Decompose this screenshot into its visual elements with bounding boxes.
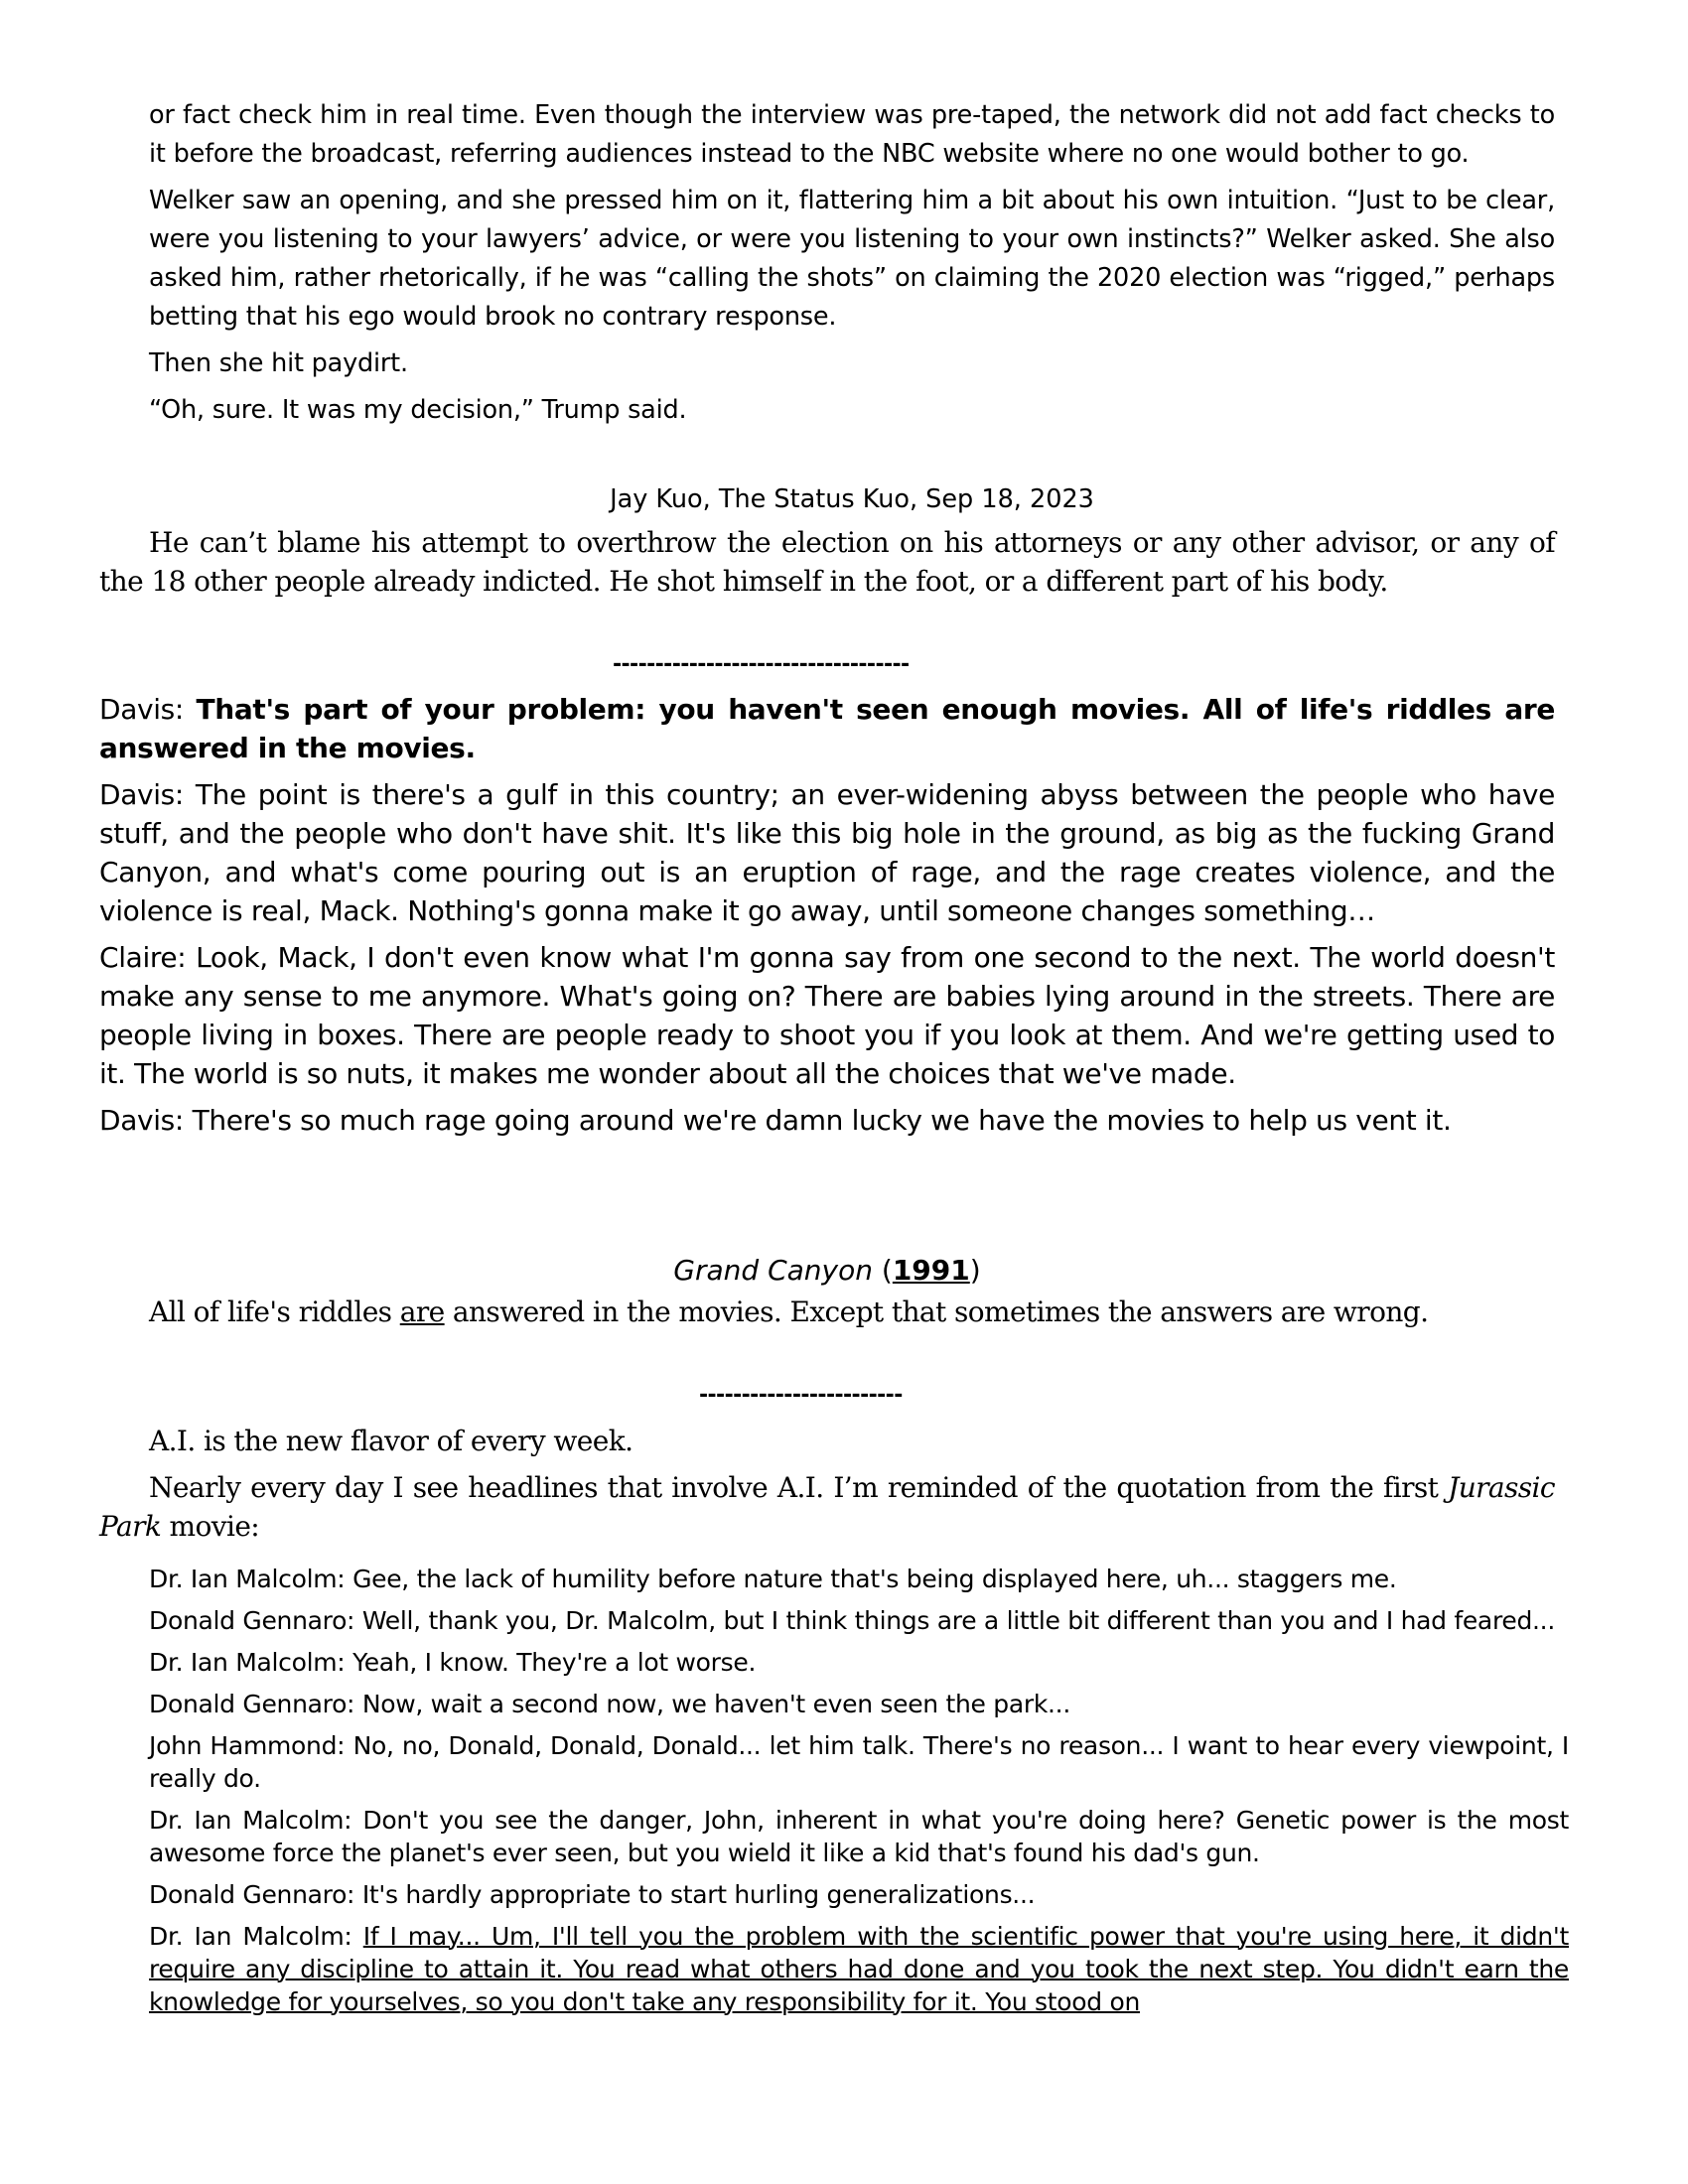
- speaker-name: Dr. Ian Malcolm:: [149, 1806, 352, 1835]
- script-line: [149, 1804, 1569, 1869]
- film-title: Grand Canyon: [673, 1254, 873, 1287]
- script-text: Now, wait a second now, we haven't even seen the park...: [361, 1690, 1070, 1718]
- script-line: [149, 1604, 1569, 1637]
- speaker-name: Donald Gennaro:: [149, 1880, 355, 1909]
- dialogue-text: There's so much rage going around we're damn lucky we have the movies to help us vent it.: [192, 1104, 1452, 1137]
- quote-paragraph: “Oh, sure. It was my decision,” Trump said.: [149, 395, 687, 425]
- intro-text: Nearly every day I see headlines that involve A.I. I’m reminded of the quotation from the first: [149, 1471, 1449, 1504]
- script-text: Yeah, I know. They're a lot worse.: [352, 1648, 757, 1677]
- quote-paragraph: or fact check him in real time. Even though the interview was pre-taped, the network did not add fact checks to it before the broadcast, referring audiences instead to the NBC website where no one would bother to go.: [149, 100, 1555, 169]
- commentary-paragraph-1: [99, 523, 1555, 601]
- commentary-text-part: All of life's riddles: [149, 1296, 400, 1328]
- ai-intro: [99, 1422, 1555, 1546]
- intro-text: movie:: [161, 1510, 260, 1543]
- script-text: Don't you see the danger, John, inherent in what you're doing here? Genetic power is the most awesome force the planet's ever seen, but you wield it like a kid that's found his dad's gun.: [149, 1806, 1569, 1867]
- speaker-name: Davis:: [99, 1104, 184, 1137]
- script-line: [149, 1646, 1569, 1679]
- speaker-name: Dr. Ian Malcolm:: [149, 1922, 352, 1951]
- ai-intro-paragraph-1: A.I. is the new flavor of every week.: [149, 1425, 633, 1457]
- speaker-name: Dr. Ian Malcolm:: [149, 1565, 346, 1593]
- dialogue-text: Look, Mack, I don't even know what I'm gonna say from one second to the next. The world doesn't make any sense to me anymore. What's going on? There are babies lying around in the streets. There are people living in boxes. There are people ready to shoot you if you look at them. And we're getting used to it. The world is so nuts, it makes me wonder about all the choices that we've made.: [99, 941, 1555, 1090]
- dialogue-line: [99, 1101, 1555, 1140]
- dialogue-line: [99, 690, 1555, 767]
- speaker-name: Davis:: [99, 693, 184, 726]
- quote-paragraph: Then she hit paydirt.: [149, 348, 408, 378]
- script-line: [149, 1878, 1569, 1911]
- underlined-emphasis: are: [399, 1296, 445, 1328]
- speaker-name: Claire:: [99, 941, 187, 974]
- dialogue-line: [99, 938, 1555, 1093]
- section-separator: -----------------------------------: [613, 652, 910, 677]
- film-credit: Grand Canyon (1991): [673, 1254, 981, 1287]
- speaker-name: Donald Gennaro:: [149, 1606, 355, 1635]
- dialogue-text: That's part of your problem: you haven't seen enough movies. All of life's riddles are answered in the movies.: [99, 693, 1555, 764]
- script-text: It's hardly appropriate to start hurling generalizations...: [361, 1880, 1036, 1909]
- film-year-link[interactable]: 1991: [892, 1254, 970, 1287]
- grand-canyon-dialogue: [99, 690, 1555, 1148]
- script-line: [149, 1688, 1569, 1720]
- section-separator: ------------------------: [699, 1383, 903, 1408]
- jurassic-park-dialogue: [149, 1563, 1569, 2027]
- movie-title: Jurassic Park: [99, 1471, 1555, 1543]
- script-text: No, no, Donald, Donald, Donald... let him talk. There's no reason... I want to hear every viewpoint, I really do.: [149, 1731, 1569, 1793]
- commentary-text: [99, 1293, 1555, 1331]
- underlined-quote: If I may... Um, I'll tell you the problem with the scientific power that you're using here, it didn't require any discipline to attain it. You read what others had done and you took the next step. You didn't earn the knowledge for yourselves, so you don't take any responsibility for it. You stood on: [149, 1922, 1570, 2016]
- quote-attribution: Jay Kuo, The Status Kuo, Sep 18, 2023: [610, 484, 1094, 514]
- script-line: [149, 1729, 1569, 1795]
- speaker-name: Davis:: [99, 778, 184, 811]
- ai-intro-paragraph-2: [99, 1468, 1555, 1546]
- speaker-name: Dr. Ian Malcolm:: [149, 1648, 346, 1677]
- script-text: Well, thank you, Dr. Malcolm, but I think things are a little bit different than you and I had feared...: [361, 1606, 1555, 1635]
- speaker-name: John Hammond:: [149, 1731, 346, 1760]
- script-line: [149, 1920, 1569, 2018]
- speaker-name: Donald Gennaro:: [149, 1690, 355, 1718]
- commentary-text-part: answered in the movies. Except that sometimes the answers are wrong.: [444, 1296, 1429, 1328]
- commentary-paragraph-2: [99, 1293, 1555, 1331]
- commentary-text: He can’t blame his attempt to overthrow the election on his attorneys or any other advisor, or any of the 18 other people already indicted. He shot himself in the foot, or a different part of his body.: [99, 526, 1555, 598]
- quote-paragraph: Welker saw an opening, and she pressed him on it, flattering him a bit about his own intuition. “Just to be clear, were you listening to your lawyers’ advice, or were you listening to your own instincts?” Welker asked. She also asked him, rather rhetorically, if he was “calling the shots” on claiming the 2020 election was “rigged,” perhaps betting that his ego would brook no contrary response.: [149, 186, 1555, 332]
- dialogue-line: [99, 775, 1555, 930]
- script-text: Gee, the lack of humility before nature that's being displayed here, uh... staggers me.: [352, 1565, 1397, 1593]
- blockquote-kuo: [149, 96, 1555, 438]
- script-line: [149, 1563, 1569, 1595]
- dialogue-text: The point is there's a gulf in this country; an ever-widening abyss between the people who have stuff, and the people who don't have shit. It's like this big hole in the ground, as big as the fucking Grand Canyon, and what's come pouring out is an eruption of rage, and the rage creates violence, and the violence is real, Mack. Nothing's gonna make it go away, until someone changes something…: [99, 778, 1555, 927]
